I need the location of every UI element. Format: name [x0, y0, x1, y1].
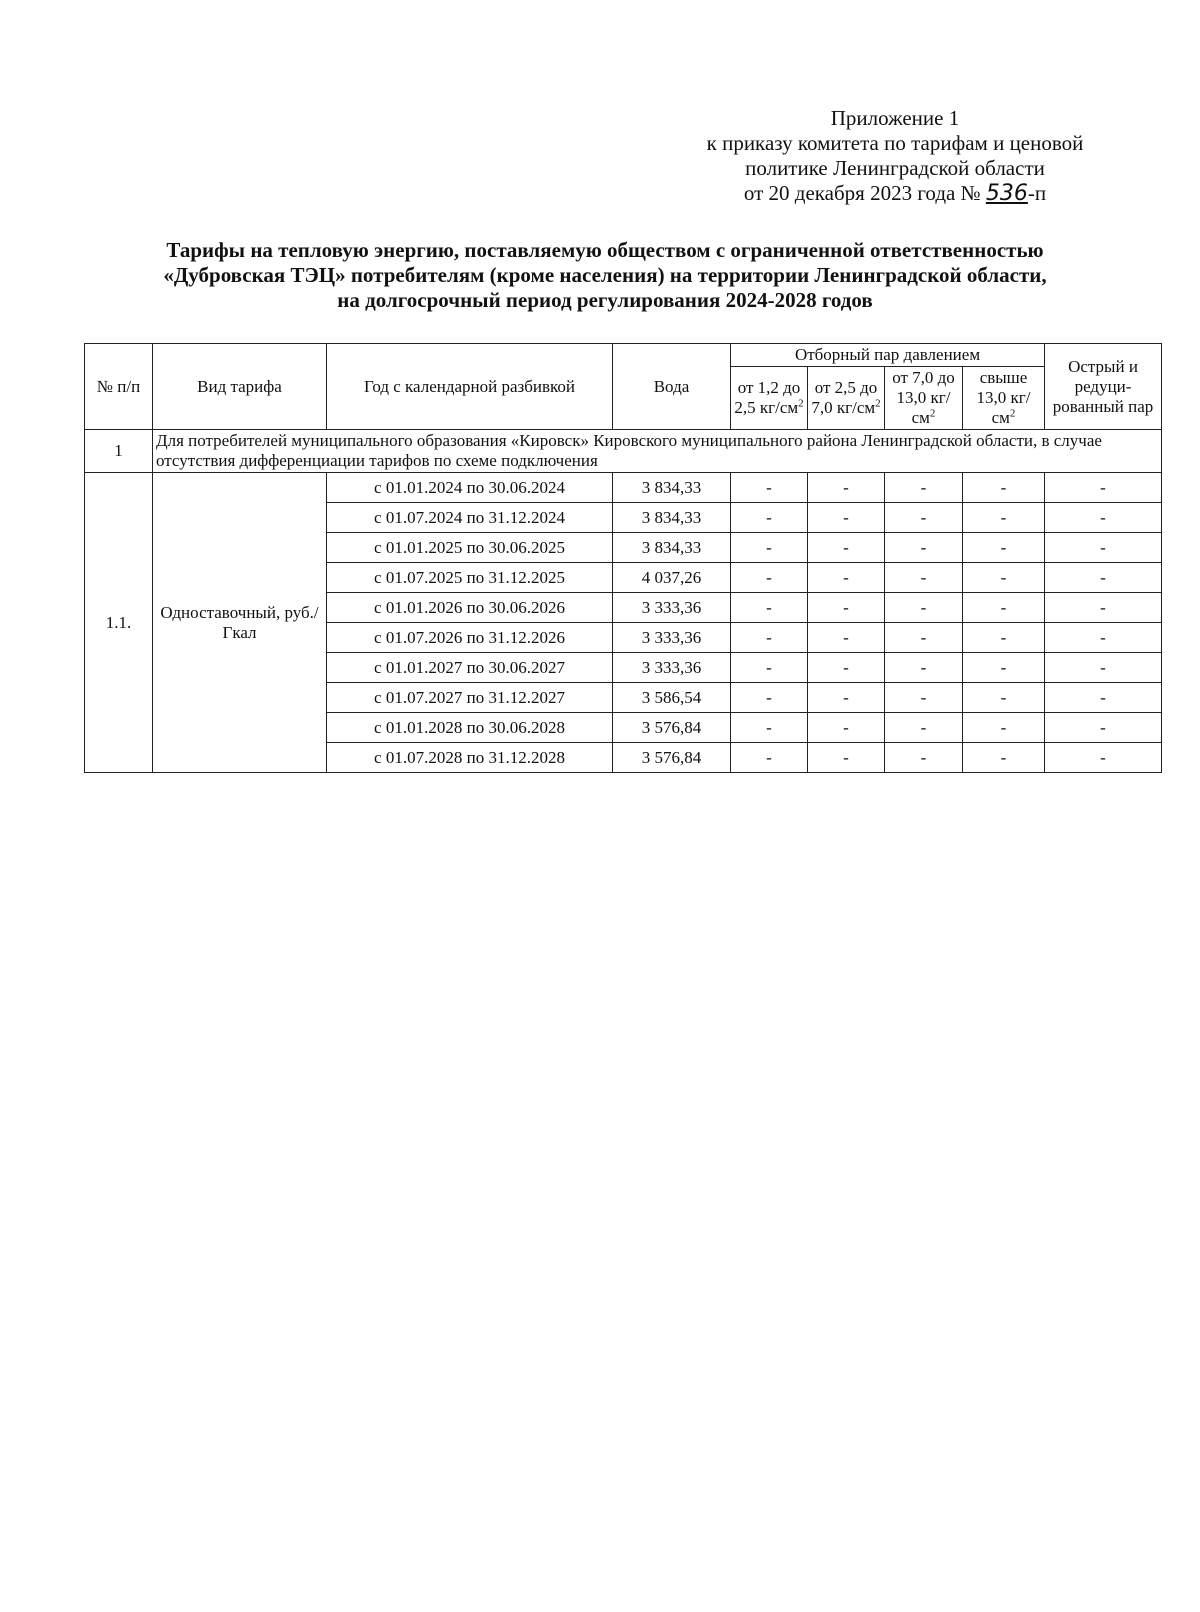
- sharp-steam-cell: -: [1045, 683, 1162, 713]
- pressure-3-cell: -: [885, 623, 963, 653]
- pressure-2-cell: -: [808, 503, 885, 533]
- sharp-steam-cell: -: [1045, 563, 1162, 593]
- pressure-3-cell: -: [885, 713, 963, 743]
- pressure-3-cell: -: [885, 743, 963, 773]
- pressure-1-cell: -: [731, 593, 808, 623]
- pressure-1-cell: -: [731, 623, 808, 653]
- header-period: Год с календарной разбивкой: [327, 344, 613, 430]
- pressure-2-cell: -: [808, 473, 885, 503]
- group-description: Для потребителей муниципального образования «Кировск» Кировского муниципального района Ленинградской области, в случае отсутствия дифференциации тарифов по схеме подключения: [153, 430, 1162, 473]
- sharp-steam-cell: -: [1045, 743, 1162, 773]
- water-tariff-cell: 3 333,36: [613, 593, 731, 623]
- water-tariff-cell: 3 333,36: [613, 623, 731, 653]
- header-selected-steam: Отборный пар давлением: [731, 344, 1045, 367]
- period-cell: с 01.07.2025 по 31.12.2025: [327, 563, 613, 593]
- sharp-steam-cell: -: [1045, 533, 1162, 563]
- pressure-4-cell: -: [963, 473, 1045, 503]
- pressure-4-cell: -: [963, 593, 1045, 623]
- water-tariff-cell: 3 834,33: [613, 533, 731, 563]
- pressure-2-cell: -: [808, 623, 885, 653]
- pressure-2-cell: -: [808, 593, 885, 623]
- title-line-3: на долгосрочный период регулирования 2024-2028 годов: [337, 288, 873, 312]
- pressure-4-cell: -: [963, 713, 1045, 743]
- pressure-1-cell: -: [731, 743, 808, 773]
- pressure-4-cell: -: [963, 683, 1045, 713]
- title-line-2: «Дубровская ТЭЦ» потребителям (кроме населения) на территории Ленинградской области,: [163, 263, 1047, 287]
- pressure-1-cell: -: [731, 683, 808, 713]
- subgroup-num: 1.1.: [85, 473, 153, 773]
- sharp-steam-cell: -: [1045, 473, 1162, 503]
- pressure-1-cell: -: [731, 563, 808, 593]
- period-cell: с 01.07.2024 по 31.12.2024: [327, 503, 613, 533]
- water-tariff-cell: 3 576,84: [613, 713, 731, 743]
- pressure-3-cell: -: [885, 533, 963, 563]
- pressure-1-cell: -: [731, 503, 808, 533]
- water-tariff-cell: 3 576,84: [613, 743, 731, 773]
- pressure-3-cell: -: [885, 473, 963, 503]
- header-row-1: [85, 344, 1162, 367]
- pressure-1-cell: -: [731, 653, 808, 683]
- water-tariff-cell: 3 333,36: [613, 653, 731, 683]
- header-pressure-1: от 1,2 до 2,5 $кг/см^2$: [731, 367, 808, 430]
- title-line-1: Тарифы на тепловую энергию, поставляемую обществом с ограниченной ответственностью: [166, 238, 1044, 262]
- subgroup-tariff-type: Одноставочный, руб./Гкал: [153, 473, 327, 773]
- pressure-1-cell: -: [731, 533, 808, 563]
- water-tariff-cell: 4 037,26: [613, 563, 731, 593]
- appendix-order-line: [660, 181, 1130, 206]
- group-row: [85, 430, 1162, 473]
- pressure-2-cell: -: [808, 683, 885, 713]
- table-row: [85, 473, 1162, 503]
- pressure-4-cell: -: [963, 623, 1045, 653]
- pressure-2-cell: -: [808, 713, 885, 743]
- pressure-3-cell: -: [885, 563, 963, 593]
- header-sharp-steam: Острый и редуци-рованный пар: [1045, 344, 1162, 430]
- sharp-steam-cell: -: [1045, 713, 1162, 743]
- appendix-title: Приложение 1: [830, 106, 960, 130]
- sharp-steam-cell: -: [1045, 593, 1162, 623]
- header-water: Вода: [613, 344, 731, 430]
- pressure-4-cell: -: [963, 743, 1045, 773]
- pressure-3-cell: -: [885, 593, 963, 623]
- pressure-2-cell: -: [808, 743, 885, 773]
- header-pressure-2: от 2,5 до 7,0 $кг/см^2$: [808, 367, 885, 430]
- pressure-4-cell: -: [963, 533, 1045, 563]
- pressure-4-cell: -: [963, 563, 1045, 593]
- sharp-steam-cell: -: [1045, 623, 1162, 653]
- sharp-steam-cell: -: [1045, 653, 1162, 683]
- pressure-2-cell: -: [808, 653, 885, 683]
- period-cell: с 01.07.2026 по 31.12.2026: [327, 623, 613, 653]
- pressure-2-cell: -: [808, 533, 885, 563]
- pressure-4-cell: -: [963, 653, 1045, 683]
- water-tariff-cell: 3 586,54: [613, 683, 731, 713]
- period-cell: с 01.01.2025 по 30.06.2025: [327, 533, 613, 563]
- pressure-3-cell: -: [885, 503, 963, 533]
- pressure-1-cell: -: [731, 473, 808, 503]
- period-cell: с 01.01.2028 по 30.06.2028: [327, 713, 613, 743]
- tariff-table: [84, 343, 1162, 773]
- document-title: [70, 238, 1140, 313]
- header-num: № п/п: [85, 344, 153, 430]
- order-number-suffix: -п: [1027, 181, 1047, 205]
- period-cell: с 01.01.2024 по 30.06.2024: [327, 473, 613, 503]
- appendix-line-3: политике Ленинградской области: [745, 156, 1045, 180]
- appendix-block: [660, 106, 1130, 206]
- group-num: 1: [85, 430, 153, 473]
- pressure-1-cell: -: [731, 713, 808, 743]
- appendix-line-2: к приказу комитета по тарифам и ценовой: [706, 131, 1084, 155]
- period-cell: с 01.07.2028 по 31.12.2028: [327, 743, 613, 773]
- header-tariff-type: Вид тарифа: [153, 344, 327, 430]
- period-cell: с 01.01.2026 по 30.06.2026: [327, 593, 613, 623]
- sharp-steam-cell: -: [1045, 503, 1162, 533]
- header-pressure-4: свыше 13,0 $кг/см^2$: [963, 367, 1045, 430]
- pressure-4-cell: -: [963, 503, 1045, 533]
- period-cell: с 01.01.2027 по 30.06.2027: [327, 653, 613, 683]
- order-number-handwritten: 536: [985, 181, 1028, 206]
- pressure-3-cell: -: [885, 683, 963, 713]
- period-cell: с 01.07.2027 по 31.12.2027: [327, 683, 613, 713]
- pressure-3-cell: -: [885, 653, 963, 683]
- water-tariff-cell: 3 834,33: [613, 473, 731, 503]
- header-pressure-3: от 7,0 до 13,0 $кг/см^2$: [885, 367, 963, 430]
- order-date-prefix: от 20 декабря 2023 года №: [743, 181, 981, 205]
- water-tariff-cell: 3 834,33: [613, 503, 731, 533]
- pressure-2-cell: -: [808, 563, 885, 593]
